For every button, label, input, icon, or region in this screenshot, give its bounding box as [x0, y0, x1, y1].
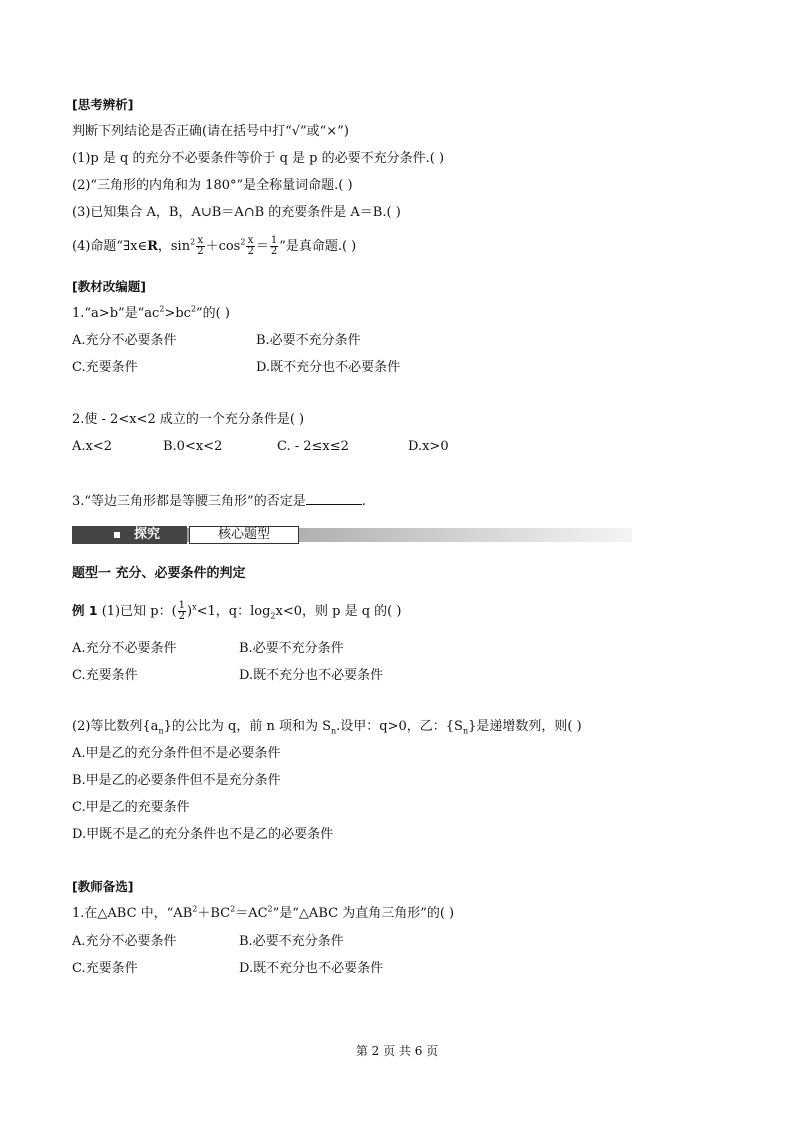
textbook-header: [教材改编题]	[72, 279, 146, 294]
ex1a-option-a: A.充分不必要条件	[72, 641, 177, 656]
item4-eq: ＝	[255, 239, 269, 254]
ex1a-option-b: B.必要不充分条件	[239, 641, 344, 656]
think-item-1: (1)p 是 q 的充分不必要条件等价于 q 是 p 的必要不充分条件.( )	[72, 151, 445, 166]
banner-explore-label: 探究	[134, 527, 161, 542]
item4-suffix: ”是真命题.( )	[279, 239, 357, 254]
ex1b-sub2: n	[331, 726, 337, 736]
q2-option-d: D.x>0	[408, 439, 449, 454]
q2-option-b: B.0<x<2	[163, 439, 223, 454]
tq1-s2: 2	[230, 904, 236, 914]
tq1-option-c: C.充要条件	[72, 961, 138, 976]
tq1-pre: 1.在△ABC 中，“AB	[72, 906, 193, 921]
ex1a-sub: 2	[270, 611, 276, 621]
item4-sin: ，sin	[157, 239, 191, 254]
ex1a-pre: (1)已知 p：(	[101, 604, 177, 619]
ex1a-option-d: D.既不充分也不必要条件	[239, 668, 384, 683]
q1-option-d: D.既不充分也不必要条件	[256, 360, 401, 375]
item4-cos: ＋cos	[205, 239, 241, 254]
page-footer: 第 2 页 共 6 页	[355, 1044, 439, 1058]
fraction-1-2: $\frac{1}{2}$	[270, 235, 278, 257]
q1-sup2: 2	[190, 304, 197, 314]
section-banner	[72, 524, 632, 546]
ex1a-sup: x	[192, 602, 197, 612]
example1-part2	[72, 719, 582, 735]
square-bullet-icon	[114, 532, 120, 538]
q3-end: .	[361, 494, 366, 509]
fraction-1-2-ex: $\frac{1}{2}$	[178, 600, 186, 622]
item4-prefix: (4)命题“∃x∈	[72, 239, 148, 254]
ex1b-sub1: n	[158, 726, 164, 736]
tq1-option-a: A.充分不必要条件	[72, 934, 177, 949]
q3-text: 3.“等边三角形都是等腰三角形”的否定是	[72, 494, 306, 509]
ex1b-mid1: }的公比为 q，前 n 项和为 S	[163, 719, 331, 734]
q1-pre: 1.“a>b”是“ac	[72, 306, 160, 321]
tq1-m1: ＋BC	[197, 906, 231, 921]
type1-title: 题型一 充分、必要条件的判定	[72, 566, 246, 581]
banner-explore	[72, 526, 187, 544]
q1-option-a: A.充分不必要条件	[72, 333, 177, 348]
textbook-q1	[72, 306, 230, 322]
q1-post: ”的( )	[196, 306, 230, 321]
q1-mid: >bc	[164, 306, 191, 321]
ex1b-option-d: D.甲既不是乙的充分条件也不是乙的必要条件	[72, 827, 334, 842]
think-item-2: (2)“三角形的内角和为 180°”是全称量词命题.( )	[72, 178, 353, 193]
fraction-x-2: $\frac{x}{2}$	[197, 235, 204, 257]
banner-core	[189, 526, 299, 544]
teacher-header: [教师备选]	[72, 879, 134, 894]
banner-core-label: 核心题型	[217, 527, 270, 542]
ex1a-paren: )	[187, 604, 193, 619]
think-item-3: (3)已知集合 A，B，A∪B＝A∩B 的充要条件是 A＝B.( )	[72, 205, 401, 220]
ex1b-option-b: B.甲是乙的必要条件但不是充分条件	[72, 773, 281, 788]
item4-exp1: 2	[190, 237, 196, 247]
q1-option-c: C.充要条件	[72, 360, 138, 375]
think-intro: 判断下列结论是否正确(请在括号中打“√”或“×”)	[72, 124, 349, 139]
tq1-option-d: D.既不充分也不必要条件	[239, 961, 384, 976]
tq1-s3: 2	[267, 904, 273, 914]
fraction-x-2-b: $\frac{x}{2}$	[247, 235, 254, 257]
example-label: 例 1	[72, 603, 98, 618]
teacher-q1	[72, 906, 454, 922]
tq1-post: ”是“△ABC 为直角三角形”的( )	[272, 906, 455, 921]
tq1-option-b: B.必要不充分条件	[239, 934, 344, 949]
example1-part1	[72, 601, 401, 622]
q1-sup1: 2	[159, 304, 165, 314]
tq1-m2: ＝AC	[235, 906, 268, 921]
ex1b-sub3: n	[462, 726, 469, 736]
ex1a-log: <1，q：log	[196, 604, 271, 619]
q2-option-c: C. - 2≤x≤2	[277, 439, 349, 454]
q2-option-a: A.x<2	[72, 439, 113, 454]
answer-blank	[306, 492, 362, 505]
textbook-q3	[72, 492, 366, 510]
ex1a-option-c: C.充要条件	[72, 668, 138, 683]
item4-set: R	[147, 239, 158, 254]
textbook-q2: 2.使 - 2<x<2 成立的一个充分条件是( )	[72, 412, 305, 427]
q1-option-b: B.必要不充分条件	[256, 333, 361, 348]
tq1-s1: 2	[192, 904, 198, 914]
ex1b-pre: (2)等比数列{a	[72, 719, 159, 734]
ex1b-option-c: C.甲是乙的充要条件	[72, 800, 190, 815]
ex1b-mid2: .设甲：q>0，乙：{S	[336, 719, 463, 734]
ex1b-post: }是递增数列，则( )	[468, 719, 582, 734]
ex1a-post: x<0，则 p 是 q 的( )	[275, 604, 402, 619]
think-item-4	[72, 236, 356, 257]
ex1b-option-a: A.甲是乙的充分条件但不是必要条件	[72, 746, 281, 761]
item4-exp2: 2	[240, 237, 246, 247]
think-header: [思考辨析]	[72, 97, 134, 112]
